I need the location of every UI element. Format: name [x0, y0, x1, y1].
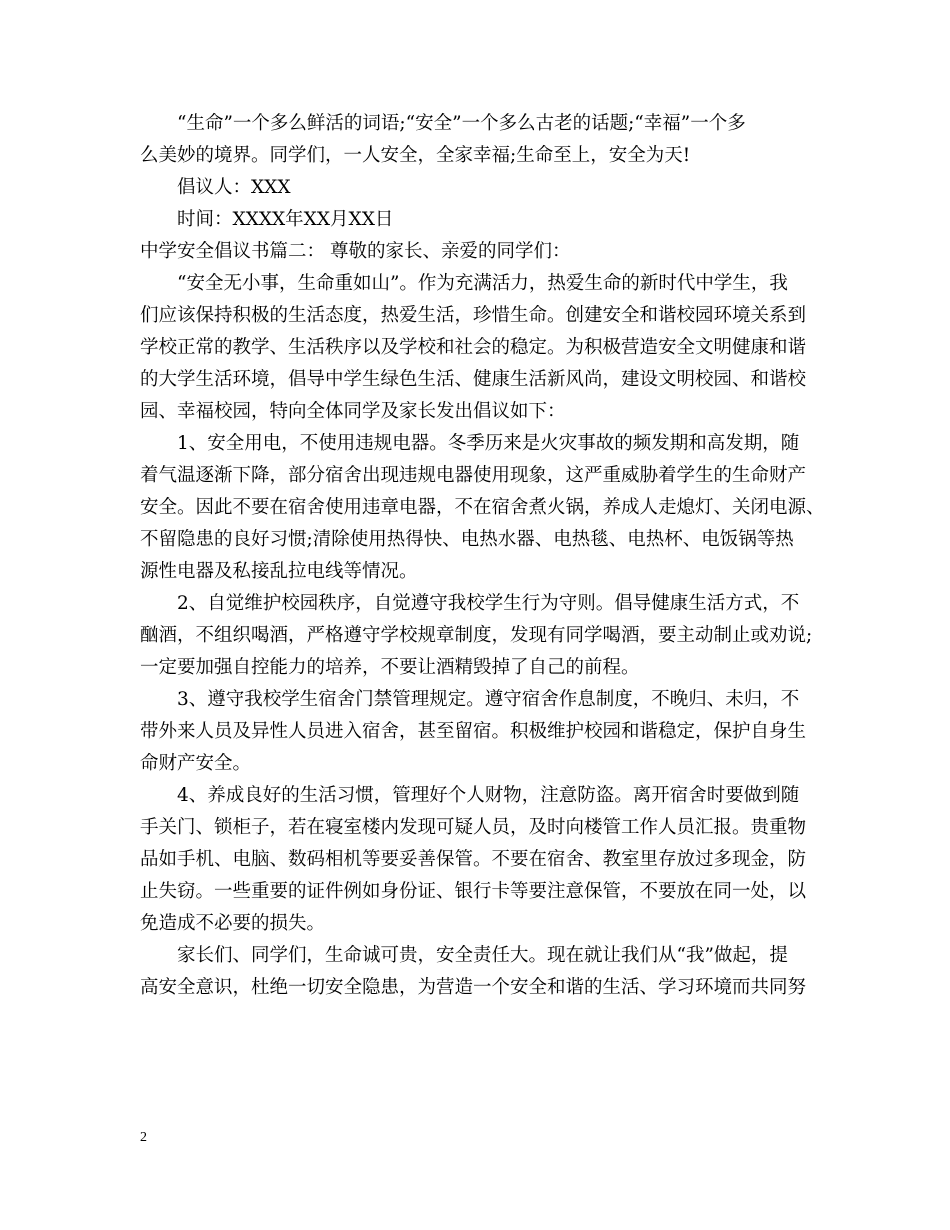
date-line: [140, 204, 812, 236]
text-line: 园、幸福校园，特向全体同学及家长发出倡议如下：: [140, 401, 566, 422]
text-line: 3、遵守我校学生宿舍门禁管理规定。遵守宿舍作息制度，不晚归、未归，不: [177, 689, 800, 710]
text-line: 源性电器及私接乱拉电线等情况。: [140, 561, 418, 582]
text-line: 2、自觉维护校园秩序，自觉遵守我校学生行为守则。倡导健康生活方式，不: [177, 593, 800, 614]
section-heading: [140, 236, 812, 268]
text-line: 学校正常的教学、生活秩序以及学校和社会的稳定。为积极营造安全文明健康和谐: [140, 337, 807, 358]
text-line: 4、养成良好的生活习惯，管理好个人财物，注意防盗。离开宿舍时要做到随: [177, 785, 800, 806]
salutation: 尊敬的家长、亲爱的同学们：: [330, 241, 571, 262]
text-line: 带外来人员及异性人员进入宿舍，甚至留宿。积极维护校园和谐稳定，保护自身生: [140, 721, 807, 742]
proposer-line: [140, 172, 812, 204]
text-line: 命财产安全。: [140, 753, 252, 774]
proposal-item-4: [140, 780, 812, 940]
closing-paragraph: [140, 940, 812, 1004]
text-line: 不留隐患的良好习惯;清除使用热得快、电热水器、电热毯、电热杯、电饭锅等热: [140, 529, 794, 550]
text-line: 高安全意识，杜绝一切安全隐患，为营造一个安全和谐的生活、学习环境而共同努: [140, 977, 807, 998]
text-line: 倡议人：XXX: [177, 177, 291, 198]
text-line: “安全无小事，生命重如山”。作为充满活力，热爱生命的新时代中学生，我: [177, 273, 788, 294]
text-line: 着气温逐渐下降，部分宿舍出现违规电器使用现象，这严重威胁着学生的生命财产: [140, 465, 807, 486]
text-line: 时间：XXXX年XX月XX日: [177, 209, 394, 230]
text-line: 1、安全用电，不使用违规电器。冬季历来是火灾事故的频发期和高发期，随: [177, 433, 800, 454]
text-line: 么美妙的境界。同学们，一人安全，全家幸福;生命至上，安全为天!: [140, 145, 691, 166]
text-line: 安全。因此不要在宿舍使用违章电器，不在宿舍煮火锅，养成人走熄灯、关闭电源、: [140, 497, 825, 518]
document-page: [140, 108, 825, 1004]
text-line: 酗酒，不组织喝酒，严格遵守学校规章制度，发现有同学喝酒，要主动制止或劝说;: [140, 625, 813, 646]
text-line: 品如手机、电脑、数码相机等要妥善保管。不要在宿舍、教室里存放过多现金，防: [140, 849, 807, 870]
text-line: “生命”一个多么鲜活的词语;“安全”一个多么古老的话题;“幸福”一个多: [177, 113, 746, 134]
intro-paragraph: [140, 108, 812, 172]
text-line: 们应该保持积极的生活态度，热爱生活，珍惜生命。创建安全和谐校园环境关系到: [140, 305, 807, 326]
text-line: 止失窃。一些重要的证件例如身份证、银行卡等要注意保管，不要放在同一处，以: [140, 881, 807, 902]
proposal-item-2: [140, 588, 812, 684]
text-line: 家长们、同学们，生命诚可贵，安全责任大。现在就让我们从“我”做起，提: [177, 945, 788, 966]
proposal-item-3: [140, 684, 812, 780]
text-line: 一定要加强自控能力的培养，不要让酒精毁掉了自己的前程。: [140, 657, 640, 678]
page-number: 2: [140, 1130, 147, 1145]
text-line: 的大学生活环境，倡导中学生绿色生活、健康生活新风尚，建设文明校园、和谐校: [140, 369, 807, 390]
body-paragraph: [140, 268, 812, 428]
proposal-item-1: [140, 428, 825, 588]
text-line: 免造成不必要的损失。: [140, 913, 326, 934]
section-title: 中学安全倡议书篇二：: [140, 241, 326, 262]
text-line: 手关门、锁柜子，若在寝室楼内发现可疑人员，及时向楼管工作人员汇报。贵重物: [140, 817, 807, 838]
